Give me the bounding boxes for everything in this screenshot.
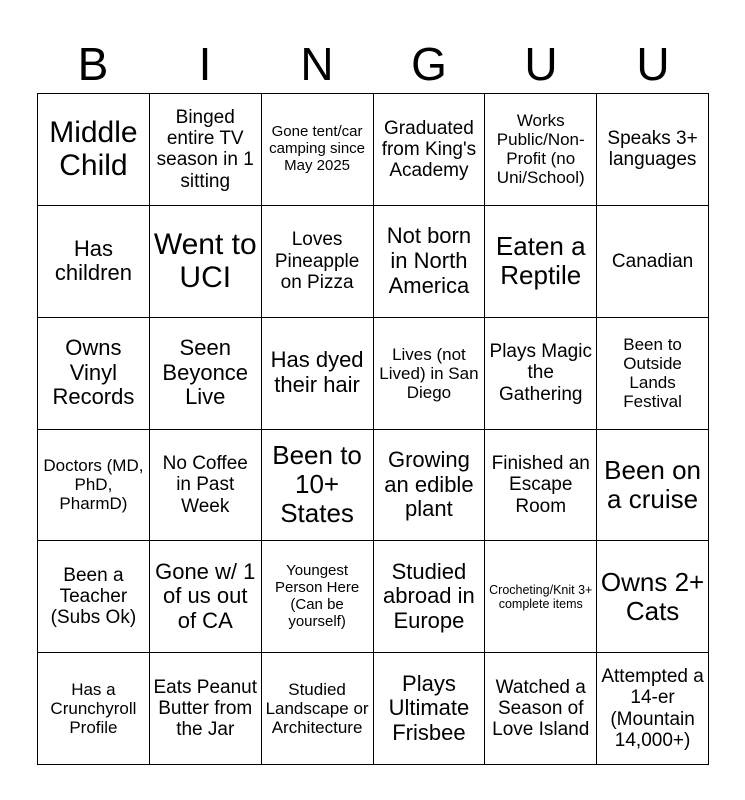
cell-text: Binged entire TV season in 1 sitting (156, 106, 254, 192)
bingo-cell[interactable] (262, 94, 374, 206)
cell-text: Seen Beyonce Live (162, 335, 249, 410)
bingo-cell[interactable] (485, 94, 597, 206)
cell-text: Plays Magic the Gathering (489, 341, 592, 405)
header-letter-n: N (300, 38, 334, 90)
bingo-cell[interactable] (597, 430, 709, 542)
cell-text: Speaks 3+ languages (607, 128, 698, 171)
bingo-cell[interactable] (597, 318, 709, 430)
cell-text: Gone w/ 1 of us out of CA (155, 558, 256, 634)
cell-text: Eaten a Reptile (495, 231, 586, 291)
bingo-cell[interactable] (262, 653, 374, 765)
bingo-cell[interactable] (374, 653, 486, 765)
cell-text: Crocheting/Knit 3+ complete items (489, 582, 593, 611)
bingo-cell[interactable] (374, 541, 486, 653)
bingo-cell[interactable] (150, 318, 262, 430)
bingo-cell[interactable] (262, 318, 374, 430)
cell-text: Works Public/Non-Profit (no Uni/School) (496, 111, 585, 188)
cell-text: Been a Teacher (Subs Ok) (50, 564, 137, 629)
bingo-cell[interactable] (262, 541, 374, 653)
bingo-cell[interactable] (485, 541, 597, 653)
cell-text: Watched a Season of Love Island (492, 676, 590, 741)
bingo-cell[interactable] (597, 94, 709, 206)
bingo-cell[interactable] (150, 94, 262, 206)
cell-text: Not born in North America (386, 223, 472, 298)
bingo-cell[interactable] (374, 430, 486, 542)
header-letter-u: U (524, 38, 558, 90)
cell-text: Been to Outside Lands Festival (623, 335, 682, 412)
bingo-cell[interactable] (150, 430, 262, 542)
bingo-cell[interactable] (150, 541, 262, 653)
bingo-cell[interactable] (38, 318, 150, 430)
header-letter-i: I (198, 38, 212, 90)
cell-text: Has dyed their hair (270, 347, 364, 398)
bingo-cell[interactable] (597, 541, 709, 653)
cell-text: Went to UCI (153, 227, 257, 295)
bingo-cell[interactable] (485, 206, 597, 318)
cell-text: Finished an Escape Room (491, 453, 590, 517)
cell-text: Eats Peanut Butter from the Jar (153, 676, 257, 741)
bingo-cell[interactable] (597, 653, 709, 765)
cell-text: Has a Crunchyroll Profile (50, 680, 137, 738)
bingo-cell[interactable] (38, 541, 150, 653)
cell-text: Owns 2+ Cats (600, 566, 705, 626)
bingo-cell[interactable] (485, 430, 597, 542)
cell-text: Studied abroad in Europe (383, 558, 475, 634)
cell-text: Growing an edible plant (384, 446, 474, 522)
bingo-cell[interactable] (485, 318, 597, 430)
header-letter-b: B (77, 38, 109, 90)
bingo-cell[interactable] (262, 430, 374, 542)
bingo-cell[interactable] (38, 653, 150, 765)
cell-text: Middle Child (49, 115, 138, 183)
cell-text: Canadian (611, 250, 694, 272)
cell-text: Been on a cruise (604, 454, 702, 514)
bingo-cell[interactable] (374, 94, 486, 206)
cell-text: No Coffee in Past Week (162, 453, 248, 517)
bingo-cell[interactable] (150, 653, 262, 765)
bingo-cell[interactable] (485, 653, 597, 765)
bingo-header (37, 34, 709, 94)
cell-text: Studied Landscape or Architecture (265, 680, 369, 738)
bingo-grid (37, 93, 709, 765)
bingo-cell[interactable] (597, 206, 709, 318)
cell-text: Been to 10+ States (272, 440, 362, 529)
cell-text: Youngest Person Here (Can be yourself) (274, 562, 360, 630)
cell-text: Plays Ultimate Frisbee (388, 670, 470, 745)
bingo-cell[interactable] (262, 206, 374, 318)
bingo-cell[interactable] (374, 318, 486, 430)
cell-text: Has children (54, 235, 132, 286)
cell-text: Lives (not Lived) in San Diego (379, 344, 479, 402)
cell-text: Doctors (MD, PhD, PharmD) (43, 456, 144, 514)
bingo-cell[interactable] (150, 206, 262, 318)
cell-text: Graduated from King's Academy (381, 117, 477, 182)
bingo-cell[interactable] (38, 94, 150, 206)
header-letter-g: G (411, 38, 447, 90)
bingo-cell[interactable] (38, 206, 150, 318)
cell-text: Attempted a 14-er (Mountain 14,000+) (601, 666, 704, 751)
header-letter-u-2: U (636, 38, 670, 90)
cell-text: Loves Pineapple on Pizza (274, 229, 360, 293)
cell-text: Owns Vinyl Records (52, 335, 135, 410)
cell-text: Gone tent/car camping since May 2025 (269, 123, 366, 174)
bingo-cell[interactable] (38, 430, 150, 542)
bingo-cell[interactable] (374, 206, 486, 318)
